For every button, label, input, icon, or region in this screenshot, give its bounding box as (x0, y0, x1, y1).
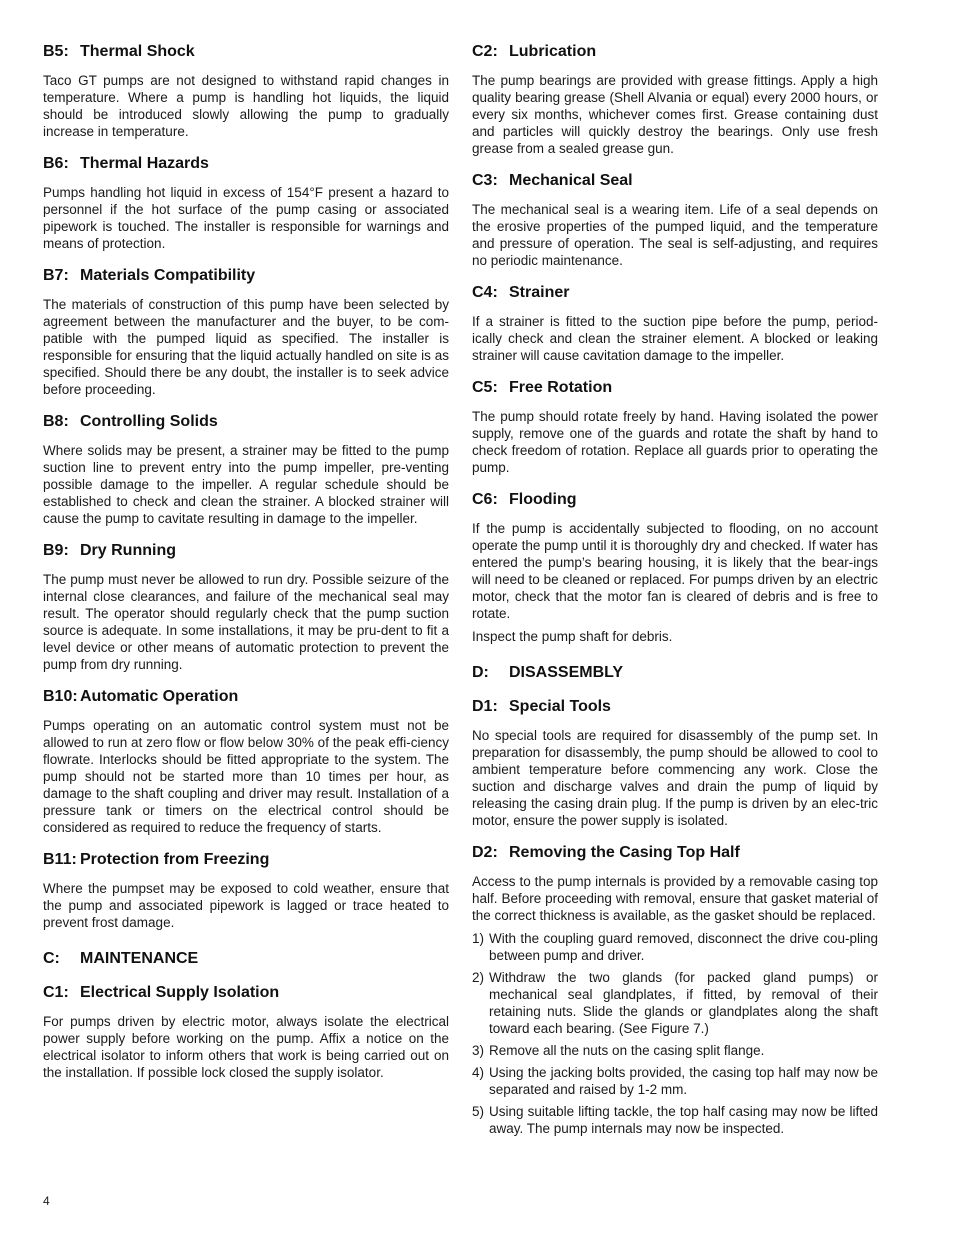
section-b8-controlling-solids (43, 412, 449, 527)
section-d2-removing-the-casing-top-half (472, 843, 878, 1137)
step-text: Remove all the nuts on the casing split flange. (489, 1043, 765, 1058)
body-paragraph: Where solids may be present, a strainer may be fitted to the pump suction line to prevent entry into the pump impeller, pre-venting possible damage to the impeller. A regular schedule should be established to check and clean the strainer. A blocked strainer will cause the pump to cavitate resulting in damage to the impeller. (43, 443, 449, 526)
section-title: DISASSEMBLY (509, 664, 624, 681)
section-c1-electrical-supply-isolation (43, 983, 449, 1081)
section-heading (472, 843, 878, 863)
step-item (472, 1042, 878, 1059)
step-text: Using the jacking bolts provided, the casing top half may now be separated and raised by 1-2 mm. (489, 1065, 878, 1097)
section-b9-dry-running (43, 541, 449, 673)
section-code: C3: (472, 172, 498, 189)
body-paragraph: Where the pumpset may be exposed to cold weather, ensure that the pump and associated pipework is lagged or trace heated to prevent frost damage. (43, 881, 449, 930)
section-b6-thermal-hazards (43, 154, 449, 252)
section-code: B6: (43, 155, 69, 172)
section-title: MAINTENANCE (80, 950, 199, 967)
section-title: Controlling Solids (80, 413, 218, 430)
step-text: Using suitable lifting tackle, the top half casing may now be lifted away. The pump internals may now be inspected. (489, 1104, 878, 1136)
section-title: Mechanical Seal (509, 172, 633, 189)
body-paragraph: The materials of construction of this pump have been selected by agreement between the manufacturer and the buyer, to be com-patible with the pumped liquid as specified. The installer is responsible for ensuring that the liquid actually handled on site is as specified. Should there be any doubt, the installer is to seek advice before proceeding. (43, 297, 449, 397)
section-title: Special Tools (509, 698, 611, 715)
body-paragraph: The mechanical seal is a wearing item. Life of a seal depends on the erosive properties of the pumped liquid, and the temperature and pressure of operation. The seal is self-adjusting, and requires no periodic maintenance. (472, 202, 878, 268)
body-paragraph: No special tools are required for disassembly of the pump set. In preparation for disassembly, the pump should be allowed to cool to ambient temperature before commencing any work. Close the suction and discharge valves and drain the pump of liquid by releasing the casing drain plug. If the pump is driven by an elec-tric motor, ensure the power supply is isolated. (472, 728, 878, 828)
section-title: Free Rotation (509, 379, 613, 396)
step-number: 5) (472, 1104, 485, 1119)
section-c3-mechanical-seal (472, 171, 878, 269)
section-code: C6: (472, 491, 498, 508)
section-code: B11: (43, 851, 77, 868)
right-column (472, 42, 878, 1151)
section-code: D1: (472, 698, 498, 715)
step-number: 3) (472, 1043, 485, 1058)
body-paragraph: Pumps handling hot liquid in excess of 154°F present a hazard to personnel if the hot surface of the pump casing or associated pipework is touched. The installer is responsible for warnings and means of protection. (43, 185, 449, 251)
section-title: Flooding (509, 491, 577, 508)
major-heading (43, 949, 449, 969)
body-paragraph: The pump must never be allowed to run dry. Possible seizure of the internal close clearances, and failure of the mechanical seal may result. The operator should regularly check that the pump suction source is adequate. In some installations, it may be pru-dent to fit a level device or other means of automatic protection to prevent the pump from dry running. (43, 572, 449, 672)
section-code: D2: (472, 844, 498, 861)
step-list (472, 930, 878, 1137)
section-code: C1: (43, 984, 69, 1001)
section-code: C2: (472, 43, 498, 60)
section-heading (43, 983, 449, 1003)
step-text: Withdraw the two glands (for packed gland pumps) or mechanical seal glandplates, if fitted, by removal of their retaining nuts. Slide the glands or glandplates along the shaft toward each bearing. (See Figure 7.) (489, 970, 878, 1036)
section-code: B8: (43, 413, 69, 430)
section-code: B10: (43, 688, 78, 705)
section-heading (43, 541, 449, 561)
section-c-maintenance (43, 949, 449, 969)
section-code: B7: (43, 267, 69, 284)
step-number: 4) (472, 1065, 485, 1080)
section-code: C: (43, 950, 60, 967)
section-heading (472, 490, 878, 510)
section-b11-protection-from-freezing (43, 850, 449, 931)
step-item (472, 969, 878, 1037)
section-heading (43, 850, 449, 870)
section-title: Thermal Hazards (80, 155, 209, 172)
section-title: Protection from Freezing (80, 851, 270, 868)
section-title: Thermal Shock (80, 43, 195, 60)
left-column (43, 42, 449, 1095)
section-heading (43, 154, 449, 174)
body-paragraph: The pump should rotate freely by hand. Having isolated the power supply, remove one of the guards and rotate the shaft by hand to check freedom of rotation. Replace all guards prior to operating the pump. (472, 409, 878, 475)
section-heading (43, 687, 449, 707)
section-heading (472, 697, 878, 717)
section-b7-materials-compatibility (43, 266, 449, 398)
body-paragraph: Taco GT pumps are not designed to withstand rapid changes in temperature. Where a pump is handling hot liquids, the liquid should be introduced slowly allowing the pump to gradually increase in temperature. (43, 73, 449, 139)
section-b5-thermal-shock (43, 42, 449, 140)
step-item (472, 930, 878, 964)
step-number: 1) (472, 931, 485, 946)
section-c5-free-rotation (472, 378, 878, 476)
body-paragraph: Pumps operating on an automatic control system must not be allowed to run at zero flow or flow below 30% of the peak effi-ciency flowrate. Interlocks should be fitted appropriate to the system. The pump should not be started more than 10 times per hour, as damage to the shaft coupling and driver may result. Installation of a pressure tank or timers on the electrical control should be considered as required to reduce the frequency of starts. (43, 718, 449, 835)
section-c2-lubrication (472, 42, 878, 157)
section-code: C4: (472, 284, 498, 301)
section-d-disassembly (472, 663, 878, 683)
page-number: 4 (43, 1194, 50, 1208)
step-item (472, 1103, 878, 1137)
section-c6-flooding (472, 490, 878, 645)
section-code: C5: (472, 379, 498, 396)
section-title: Materials Compatibility (80, 267, 256, 284)
section-heading (43, 266, 449, 286)
section-b10-automatic-operation (43, 687, 449, 836)
section-c4-strainer (472, 283, 878, 364)
step-text: With the coupling guard removed, disconnect the drive cou-pling between pump and driver. (489, 931, 878, 963)
section-heading (472, 171, 878, 191)
section-title: Strainer (509, 284, 570, 301)
section-heading (472, 42, 878, 62)
section-title: Lubrication (509, 43, 597, 60)
section-code: B5: (43, 43, 69, 60)
major-heading (472, 663, 878, 683)
step-item (472, 1064, 878, 1098)
section-title: Automatic Operation (80, 688, 239, 705)
body-paragraph: For pumps driven by electric motor, always isolate the electrical power supply before working on the pump. Affix a notice on the electrical isolator to inform others that work is being carried out on the installation. If possible lock closed the supply isolator. (43, 1014, 449, 1080)
body-paragraph: If a strainer is fitted to the suction pipe before the pump, period-ically check and clean the strainer element. A blocked or leaking strainer will cause cavitation damage to the impeller. (472, 314, 878, 363)
section-title: Electrical Supply Isolation (80, 984, 280, 1001)
section-code: B9: (43, 542, 69, 559)
section-heading (43, 412, 449, 432)
body-paragraph: Access to the pump internals is provided by a removable casing top half. Before proceeding with removal, ensure that gasket material of the correct thickness is available, as the gasket should be replaced. (472, 874, 878, 923)
body-paragraph: The pump bearings are provided with grease fittings. Apply a high quality bearing grease (Shell Alvania or equal) every 2000 hours, or every six months, whichever comes first. Grease containing dust and particles will quickly destroy the bearings. Only use fresh grease from a sealed grease gun. (472, 73, 878, 156)
section-heading (43, 42, 449, 62)
section-d1-special-tools (472, 697, 878, 829)
step-number: 2) (472, 970, 485, 985)
section-heading (472, 378, 878, 398)
body-paragraph: Inspect the pump shaft for debris. (472, 629, 673, 644)
body-paragraph: If the pump is accidentally subjected to flooding, on no account operate the pump until it is thoroughly dry and checked. If water has entered the pump’s bearing housing, it is likely that the bear-ings will need to be cleaned or replaced. For pumps driven by an electric motor, check that the motor fan is cleared of debris and is free to rotate. (472, 521, 878, 621)
section-code: D: (472, 664, 489, 681)
section-title: Removing the Casing Top Half (509, 844, 740, 861)
section-heading (472, 283, 878, 303)
section-title: Dry Running (80, 542, 176, 559)
